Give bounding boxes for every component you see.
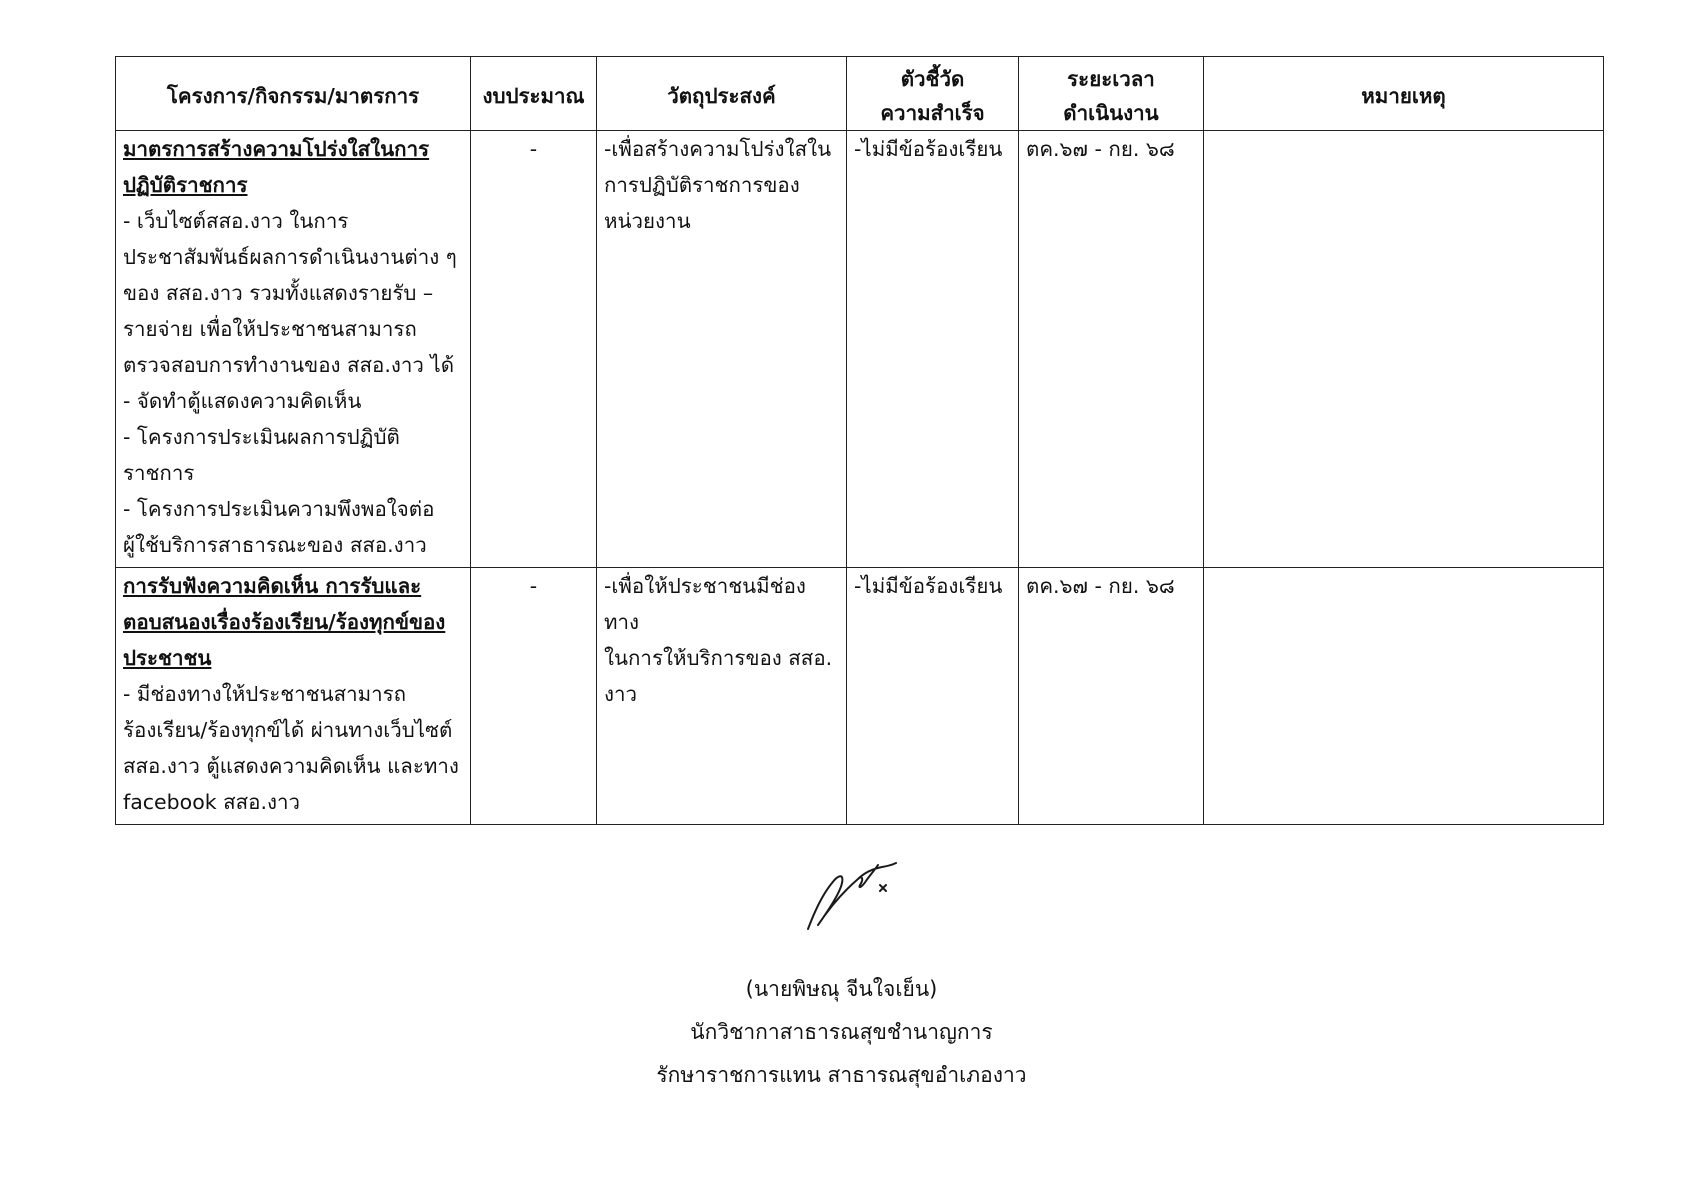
- table-row: [116, 568, 1604, 825]
- header-period-line2: ดำเนินงาน: [1063, 100, 1159, 125]
- project-detail-line: ร้องเรียน/ร้องทุกข์ได้ ผ่านทางเว็บไซต์: [123, 718, 453, 742]
- project-detail-line: - มีช่องทางให้ประชาชนสามารถ: [123, 682, 407, 706]
- header-indicator: [847, 57, 1019, 131]
- project-detail-line: - โครงการประเมินความพึงพอใจต่อ: [123, 497, 435, 521]
- period-cell: ตค.๖๗ - กย. ๖๘: [1019, 568, 1204, 825]
- table-row: [116, 131, 1604, 568]
- header-indicator-line2: ความสำเร็จ: [880, 100, 985, 125]
- signature-image: [800, 855, 910, 935]
- header-budget: งบประมาณ: [471, 57, 597, 131]
- objective-cell: [597, 568, 847, 825]
- signer-name: (นายพิษณุ จีนใจเย็น): [745, 977, 938, 1001]
- header-remarks: หมายเหตุ: [1204, 57, 1604, 131]
- remarks-cell: [1204, 131, 1604, 568]
- project-cell: [116, 568, 471, 825]
- indicator-cell: -ไม่มีข้อร้องเรียน: [847, 568, 1019, 825]
- budget-cell: -: [471, 131, 597, 568]
- header-indicator-line1: ตัวชี้วัด: [900, 66, 965, 91]
- project-detail-line: ผู้ใช้บริการสาธารณะของ สสอ.งาว: [123, 533, 427, 557]
- objective-line: การปฏิบัติราชการของ: [604, 173, 800, 197]
- objective-line: หน่วยงาน: [604, 209, 691, 233]
- project-detail-line: สสอ.งาว ตู้แสดงความคิดเห็น และทาง: [123, 754, 459, 778]
- signer-position: นักวิชากาสาธารณสุขชำนาญการ: [690, 1020, 993, 1044]
- indicator-cell: -ไม่มีข้อร้องเรียน: [847, 131, 1019, 568]
- project-title-line: ปฏิบัติราชการ: [123, 173, 248, 197]
- project-detail-line: facebook สสอ.งาว: [123, 790, 301, 814]
- table-header-row: [116, 57, 1604, 131]
- period-cell: ตค.๖๗ - กย. ๖๘: [1019, 131, 1204, 568]
- header-objective: วัตถุประสงค์: [597, 57, 847, 131]
- signer-block: [0, 968, 1683, 1097]
- project-detail-line: ตรวจสอบการทำงานของ สสอ.งาว ได้: [123, 353, 455, 377]
- project-detail-line: ของ สสอ.งาว รวมทั้งแสดงรายรับ –: [123, 281, 434, 305]
- project-detail-line: - โครงการประเมินผลการปฏิบัติ: [123, 425, 400, 449]
- header-period-line1: ระยะเวลา: [1067, 66, 1155, 91]
- project-detail-line: - เว็บไซต์สสอ.งาว ในการ: [123, 209, 349, 233]
- project-cell: [116, 131, 471, 568]
- project-detail-line: - จัดทำตู้แสดงความคิดเห็น: [123, 389, 362, 413]
- project-title-line: การรับฟังความคิดเห็น การรับและ: [123, 574, 422, 598]
- remarks-cell: [1204, 568, 1604, 825]
- project-table: [115, 56, 1604, 825]
- project-title-line: มาตรการสร้างความโปร่งใสในการ: [123, 137, 430, 161]
- project-detail-line: ประชาสัมพันธ์ผลการดำเนินงานต่าง ๆ: [123, 245, 457, 269]
- project-detail-line: รายจ่าย เพื่อให้ประชาชนสามารถ: [123, 317, 417, 341]
- objective-line: -เพื่อสร้างความโปร่งใสใน: [604, 137, 832, 161]
- project-title-line: ตอบสนองเรื่องร้องเรียน/ร้องทุกข์ของ: [123, 610, 446, 634]
- project-detail-line: ราชการ: [123, 461, 195, 485]
- objective-line: งาว: [604, 682, 638, 706]
- objective-line: ในการให้บริการของ สสอ.: [604, 646, 833, 670]
- objective-cell: [597, 131, 847, 568]
- project-title-line: ประชาชน: [123, 646, 212, 670]
- header-period: [1019, 57, 1204, 131]
- objective-line: -เพื่อให้ประชาชนมีช่องทาง: [604, 574, 806, 634]
- signer-acting: รักษาราชการแทน สาธารณสุขอำเภองาว: [656, 1063, 1027, 1087]
- header-project: โครงการ/กิจกรรม/มาตรการ: [116, 57, 471, 131]
- budget-cell: -: [471, 568, 597, 825]
